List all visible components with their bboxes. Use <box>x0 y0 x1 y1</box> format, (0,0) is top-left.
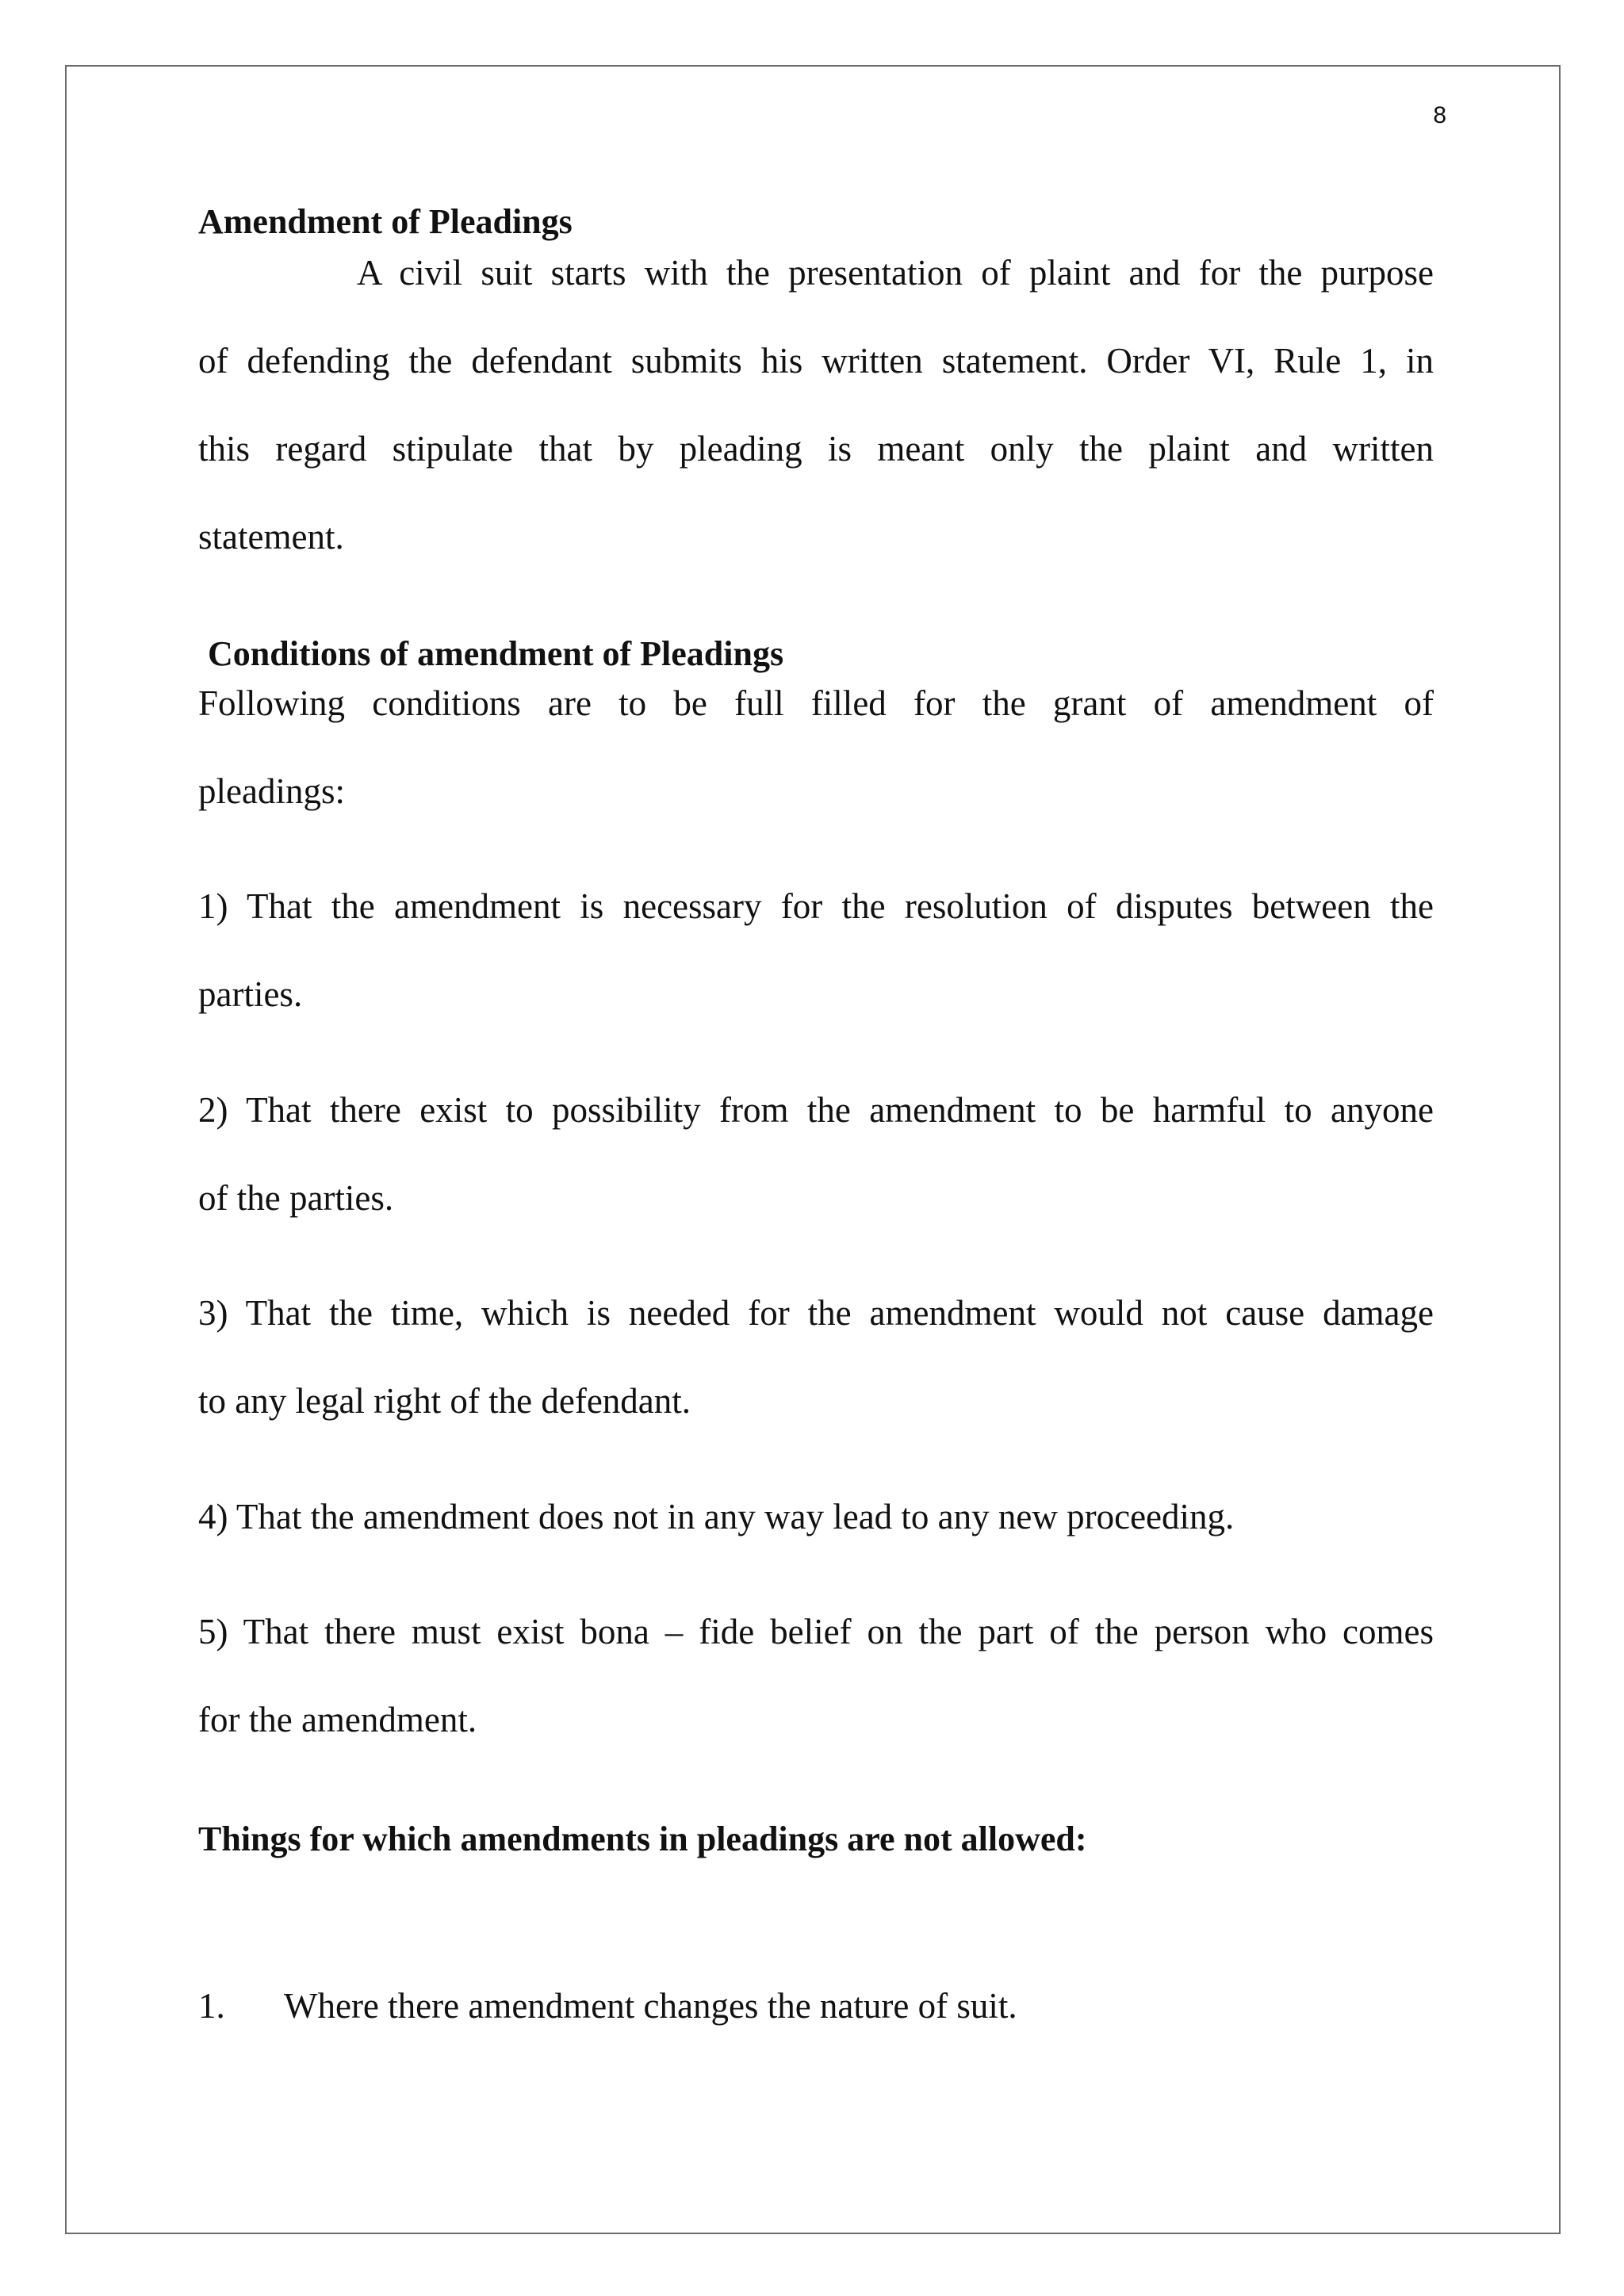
paragraph-line: statement. <box>198 517 344 557</box>
paragraph-line: A civil suit starts with the presentation of plaint and for the purpose <box>357 253 1434 293</box>
list-item-number: 1. <box>198 1986 225 2026</box>
paragraph-line: pleadings: <box>198 771 345 811</box>
paragraph-line: this regard stipulate that by pleading is meant only the plaint and written <box>198 429 1434 469</box>
condition-item-line: 4) That the amendment does not in any way lead to any new proceeding. <box>198 1497 1235 1536</box>
condition-item-line: parties. <box>198 974 303 1014</box>
heading-conditions-of-amendment: Conditions of amendment of Pleadings <box>208 634 784 673</box>
page-number: 8 <box>1433 102 1446 128</box>
list-item-text: Where there amendment changes the nature of suit. <box>284 1986 1017 2026</box>
condition-item-line: for the amendment. <box>198 1700 477 1739</box>
paragraph-line: Following conditions are to be full filled for the grant of amendment of <box>198 683 1434 723</box>
condition-item-line: 1) That the amendment is necessary for the resolution of disputes between the <box>198 886 1434 926</box>
paragraph-line: of defending the defendant submits his written statement. Order VI, Rule 1, in <box>198 341 1434 381</box>
condition-item-line: 2) That there exist to possibility from the amendment to be harmful to anyone <box>198 1090 1434 1130</box>
condition-item-line: to any legal right of the defendant. <box>198 1381 691 1421</box>
condition-item-line: 3) That the time, which is needed for the amendment would not cause damage <box>198 1293 1434 1333</box>
heading-things-not-allowed: Things for which amendments in pleadings are not allowed: <box>198 1820 1087 1858</box>
condition-item-line: of the parties. <box>198 1178 394 1218</box>
condition-item-line: 5) That there must exist bona – fide belief on the part of the person who comes <box>198 1612 1434 1651</box>
heading-amendment-of-pleadings: Amendment of Pleadings <box>198 202 573 241</box>
